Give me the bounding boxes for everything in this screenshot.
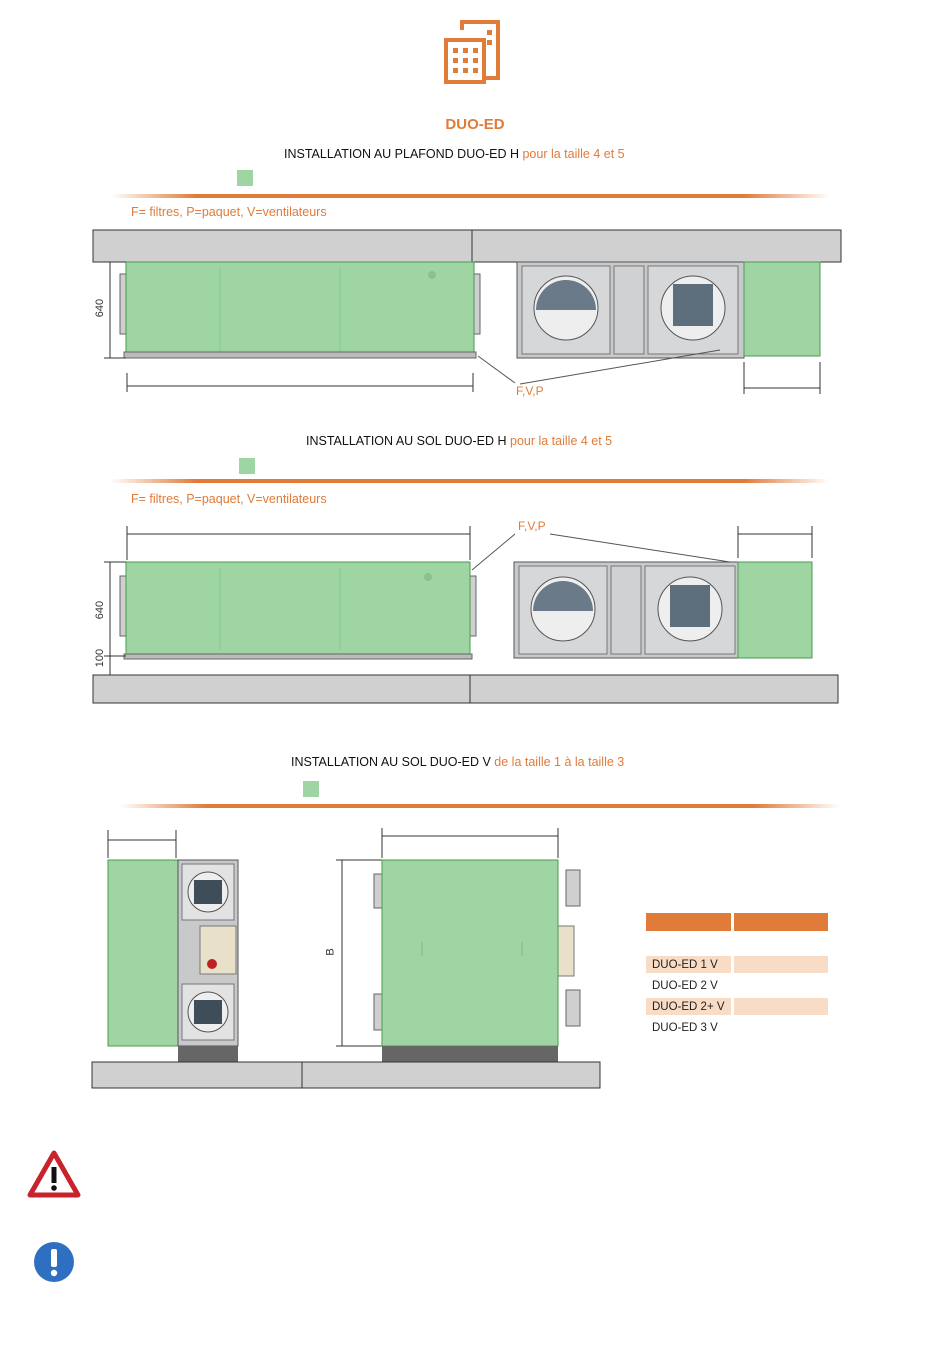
legend-text: F= filtres, P=paquet, V=ventilateurs — [131, 205, 327, 219]
callout-fvp: F,V,P — [518, 519, 546, 533]
exclamation-circle-icon — [33, 1241, 75, 1283]
height-label: 640 — [94, 600, 106, 620]
height-label: 640 — [94, 298, 106, 318]
page-title: DUO-ED — [445, 116, 505, 133]
floor-h-install-diagram — [90, 520, 850, 710]
table-row: DUO-ED 2+ V — [646, 998, 828, 1015]
size-table — [643, 909, 831, 1040]
section-divider — [110, 479, 830, 483]
table-spacer-row — [646, 935, 828, 952]
building-icon — [440, 18, 504, 86]
floor-v-install-diagram — [90, 822, 610, 1092]
size-table-wrapper — [643, 909, 831, 1040]
green-swatch — [303, 781, 319, 797]
section-heading-ceiling: INSTALLATION AU PLAFOND DUO-ED H pour la taille 4 et 5 — [284, 147, 625, 161]
table-row: DUO-ED 2 V — [652, 979, 718, 992]
table-header-row — [646, 913, 828, 931]
legend-text: F= filtres, P=paquet, V=ventilateurs — [131, 492, 327, 506]
warning-triangle-icon — [27, 1150, 81, 1198]
section-heading-floor-v: INSTALLATION AU SOL DUO-ED V de la taille 1 à la taille 3 — [291, 755, 625, 769]
section-divider — [120, 804, 840, 808]
ceiling-install-diagram — [90, 228, 850, 408]
callout-fvp: F,V,P — [516, 384, 544, 398]
green-swatch — [237, 170, 253, 186]
green-swatch — [239, 458, 255, 474]
table-row: DUO-ED 1 V — [646, 956, 828, 973]
base-height-label: 100 — [94, 648, 106, 668]
section-divider — [110, 194, 830, 198]
b-height-label: B — [324, 948, 337, 956]
table-row: DUO-ED 3 V — [652, 1021, 718, 1034]
section-heading-floor-h: INSTALLATION AU SOL DUO-ED H pour la taille 4 et 5 — [306, 434, 613, 448]
